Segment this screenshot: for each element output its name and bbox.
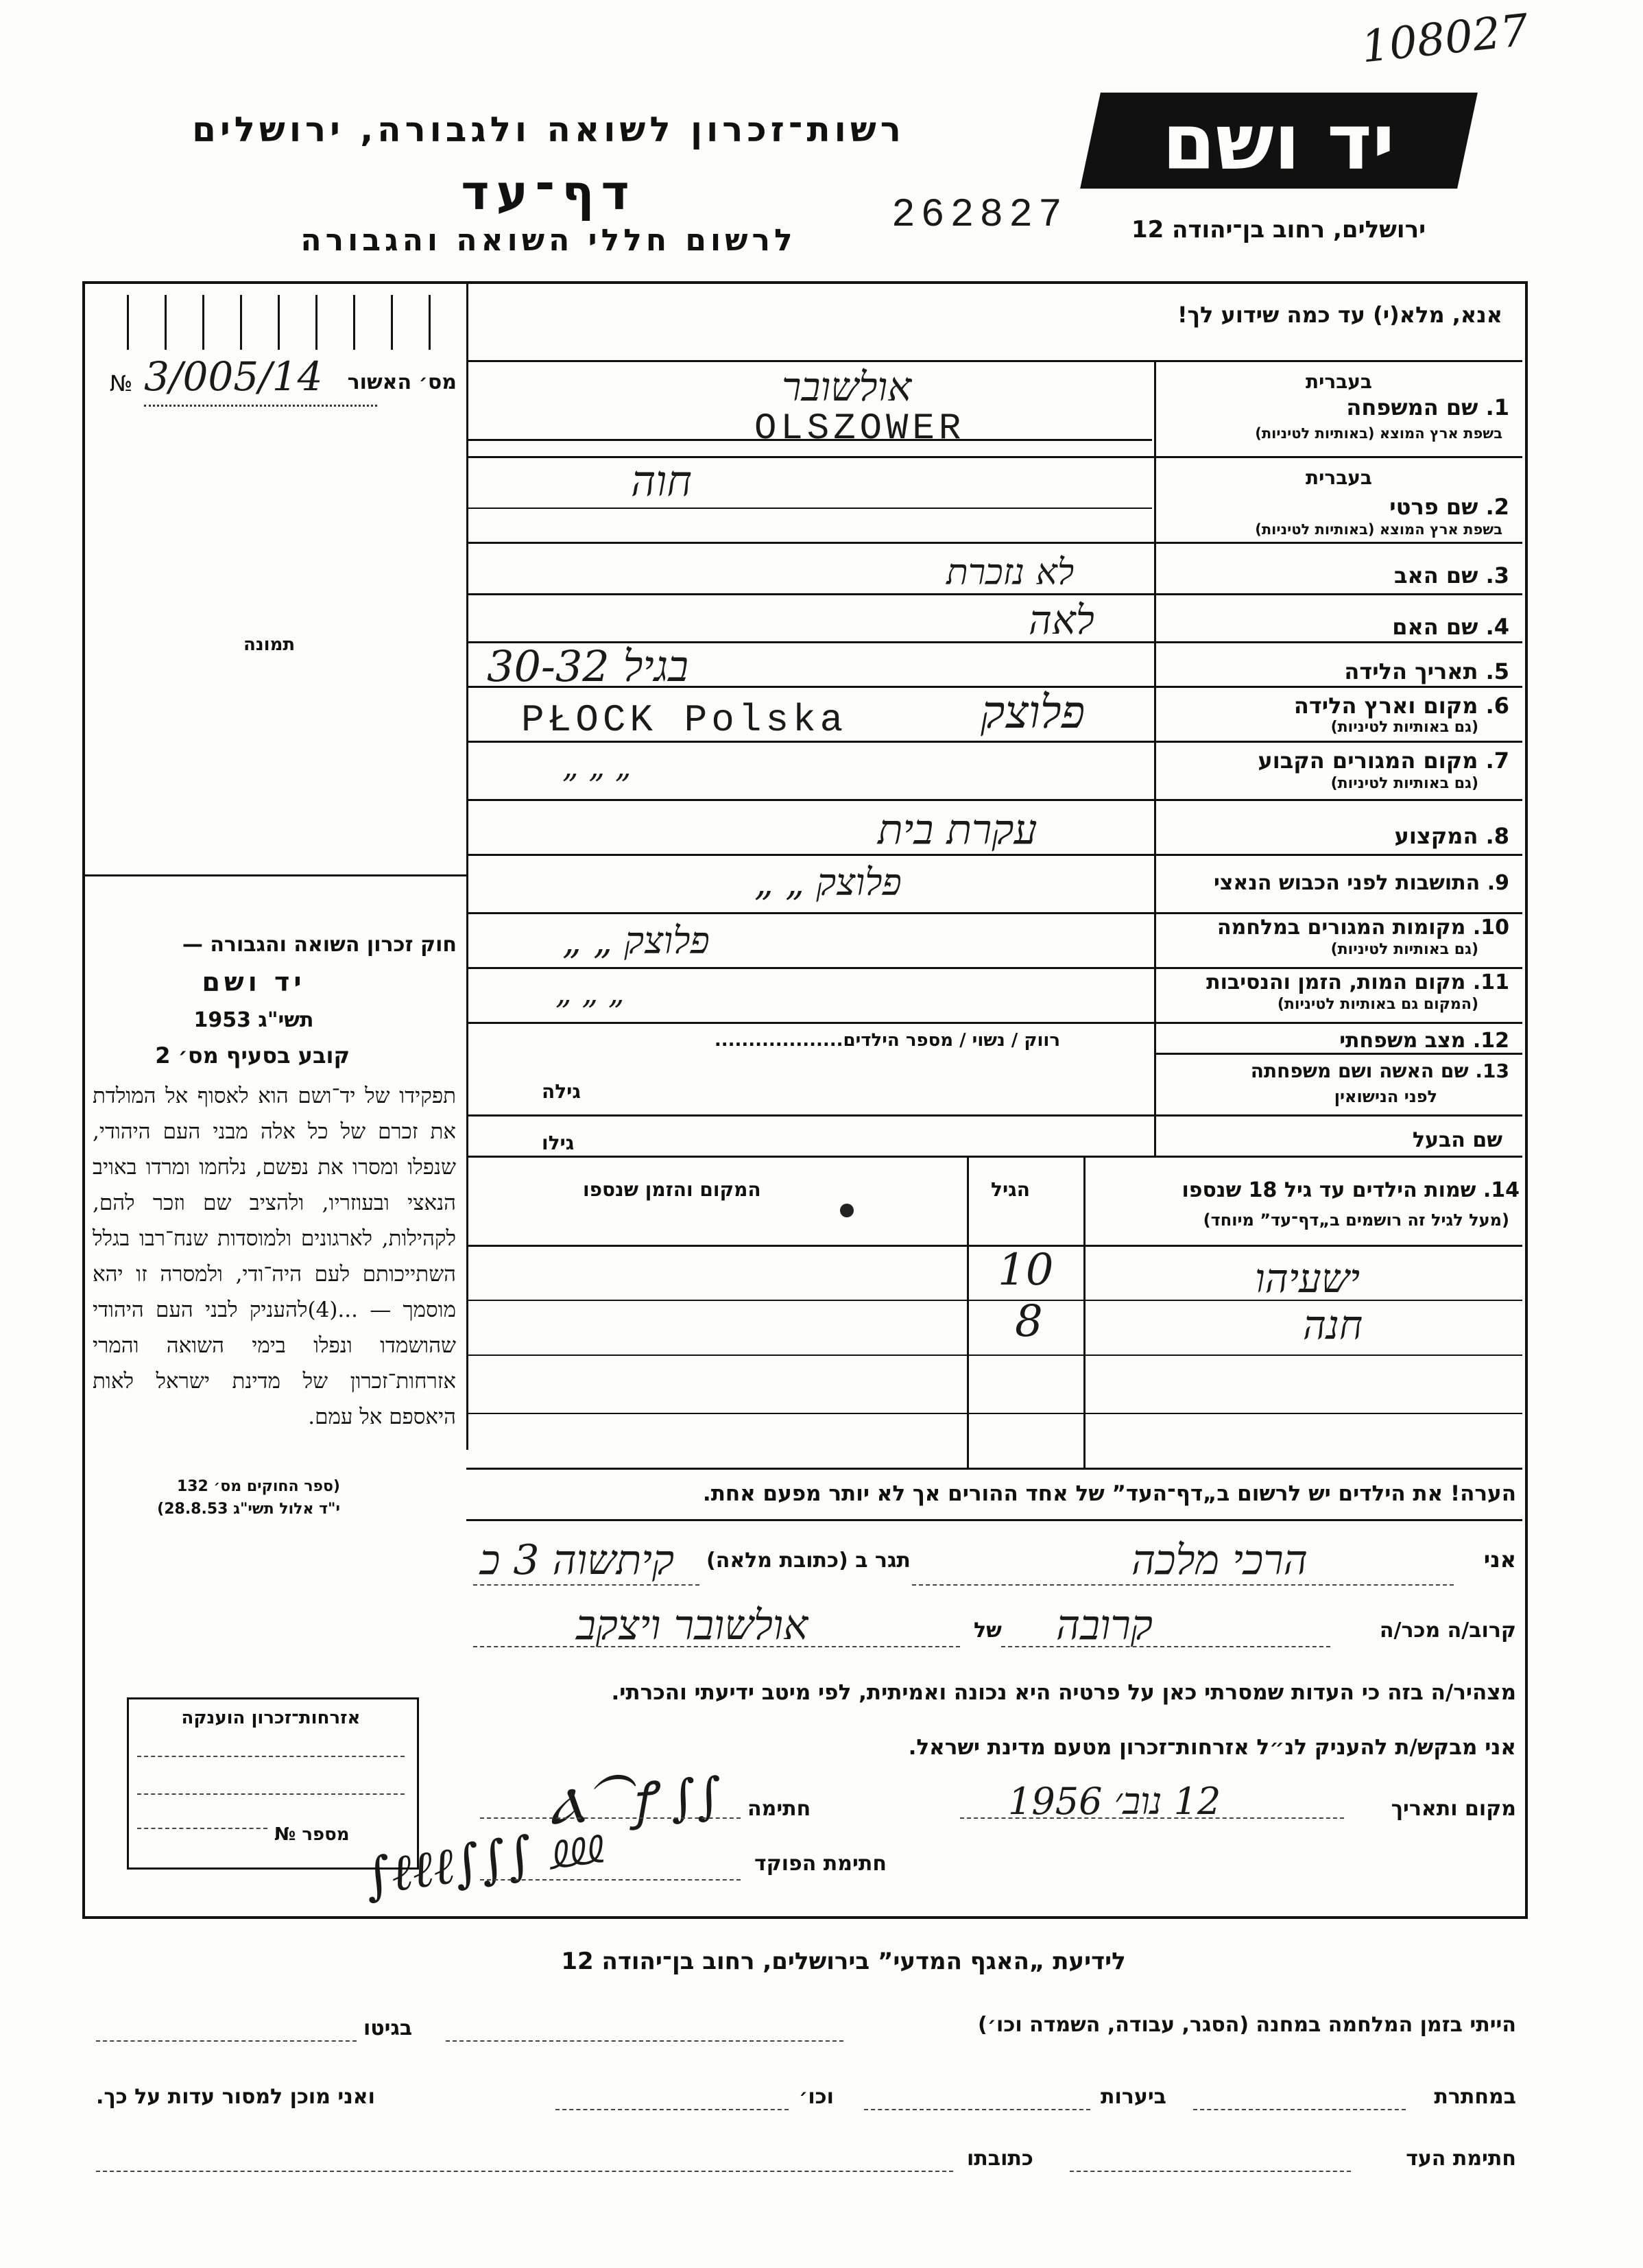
subtitle: לרשום חללי השואה והגבורה (300, 223, 797, 258)
field-13-label: 13. שם האשה ושם משפחתה (1250, 1060, 1509, 1082)
footer-underground-field (1193, 2109, 1406, 2110)
approval-label: מס׳ האשור (347, 370, 457, 394)
official-signature: ∫ℓℓℓ∫∫∫ ⅏ (361, 1815, 605, 1907)
law-year: תשי"ג 1953 (193, 1008, 314, 1032)
approval-prefix: № (110, 370, 133, 396)
yad-vashem-logo (1080, 93, 1478, 189)
birth-date[interactable]: בגיל 30-32 (487, 641, 689, 691)
child-1-name[interactable]: ישעיהו (1255, 1255, 1360, 1302)
footer-line-1-end: בגיטו (363, 2016, 413, 2040)
citizenship-number-label: מספר № (274, 1824, 350, 1845)
citizenship-line-1 (137, 1756, 405, 1757)
profession[interactable]: עקרת בית (878, 806, 1038, 854)
footer-line-1: הייתי בזמן המלחמה במחנה (הסגר, עבודה, השמדה וכו׳) (978, 2013, 1516, 2037)
photo-area-rule (85, 874, 466, 876)
children-header-rule (466, 1245, 1522, 1247)
relation-line (1001, 1646, 1330, 1647)
law-text: תפקידו של יד־ושם הוא לאסוף אל המולדת את זכרם של כל אלה מבני העם היהודי, שנפלו ומסרו את נפשם, נלחמו ומרדו באויב הנאצי ובעוזריו, ולהציב שם וזכר להם, לקהילות, לארגונים ולמוסדות שנח־רבו בגלל השתייכותם לעם היה־ודי, ולמסרה זו יהא מוסמך — ...(4)להעניק לבני העם היהודי שהושמדו ונפלו בימי השואה והמרי אזרחות־זכרון של מדינת ישראל לאות היאספם אל עמם. (93, 1084, 456, 1429)
wartime-residence[interactable]: „ „ פלוצק (562, 919, 710, 962)
relation-value[interactable]: קרובה (1056, 1601, 1153, 1649)
footer-etc: וכו׳ (799, 2085, 834, 2109)
children-header-sub: (מעל לגיל זה רושמים ב„דף־עד” מיוחד) (1203, 1210, 1509, 1230)
field-6-label: 6. מקום וארץ הלידה (1293, 693, 1509, 719)
form-instruction: אנא, מלא(י) עד כמה שידוע לך! (1177, 302, 1502, 328)
footer-forests: ביערות (1101, 2085, 1166, 2109)
children-note: הערה! את הילדים יש לרשום ב„דף־העד” של אחד ההורים אך לא יותר מפעם אחת. (702, 1481, 1516, 1506)
declarant-name[interactable]: הרכי מלכה (1131, 1536, 1308, 1584)
field-5-label: 5. תאריך הלידה (1344, 658, 1509, 684)
logo-text: יד ושם (1162, 98, 1395, 187)
request-text: אני מבקש/ת להעניק לנ״ל אזרחות־זכרון מטעם מדינת ישראל. (908, 1735, 1516, 1760)
declarant-name-line (912, 1584, 1454, 1586)
document-number: 108027 (1358, 5, 1531, 73)
place-date-label: מקום ותאריך (1391, 1797, 1516, 1821)
approval-value[interactable]: 3/005/14 (144, 353, 323, 400)
field-1-hebrew-tag: בעברית (1305, 370, 1372, 393)
place-date-line (960, 1817, 1344, 1819)
children-col-age: הגיל (991, 1178, 1030, 1201)
first-name-hebrew[interactable]: חוה (631, 456, 692, 506)
children-col-place: המקום והזמן שנספו (583, 1178, 761, 1201)
children-row-rule-3 (466, 1413, 1522, 1414)
stamp-circle-icon (840, 1204, 854, 1217)
declarant-address-line (473, 1584, 699, 1586)
signature-label: חתימה (747, 1797, 811, 1821)
citizenship-title: אזרחות־זכרון הוענקה (181, 1708, 361, 1728)
field-3-label: 3. שם האב (1393, 562, 1509, 588)
logo-address: ירושלים, רחוב בן־יהודה 12 (1131, 216, 1426, 243)
footer-line-1-ghetto-field (96, 2040, 357, 2042)
field-1-label: 1. שם המשפחה (1346, 394, 1509, 420)
field-4-label: 4. שם האם (1392, 614, 1509, 640)
law-title: חוק זכרון השואה והגבורה — (182, 933, 457, 957)
citizenship-line-3 (137, 1828, 267, 1829)
footer-witness-signature: חתימת העד (1406, 2147, 1516, 2171)
field-11-label: 11. מקום המות, הזמן והנסיבות (1206, 970, 1509, 994)
left-column-divider (466, 284, 468, 1450)
footer-address: כתובתו (967, 2147, 1033, 2171)
declarant-ani: אני (1483, 1547, 1516, 1573)
husband-age-label: גילו (542, 1132, 575, 1154)
birth-place-hebrew[interactable]: פלוצק (981, 686, 1086, 739)
field-2-label: 2. שם פרטי (1389, 494, 1509, 520)
field-10-sub: (גם באותיות לטיניות) (1330, 941, 1478, 958)
footer-witness-signature-field (1070, 2171, 1351, 2172)
field-2-hebrew-tag: בעברית (1305, 466, 1372, 489)
instruction-rule (466, 360, 1522, 362)
of-value[interactable]: אולשובר ויצקב (576, 1601, 808, 1649)
children-table-bottom (466, 1468, 1522, 1470)
field-7-label: 7. מקום המגורים הקבוע (1258, 748, 1509, 774)
footer-line-1-field (446, 2040, 843, 2042)
death-place-time[interactable]: „ „ „ (555, 974, 625, 1011)
field-2-inner-rule (466, 508, 1152, 509)
husband-name-label: שם הבעל (1412, 1128, 1502, 1152)
children-col-divider-2 (1083, 1156, 1086, 1468)
field-11-sub: (המקום גם באותיות לטיניות) (1277, 996, 1478, 1013)
child-2-name[interactable]: חנה (1303, 1302, 1363, 1348)
of-label: של (974, 1619, 1002, 1643)
field-6-sub: (גם באותיות לטיניות) (1330, 719, 1478, 736)
child-2-age[interactable]: 8 (1015, 1296, 1043, 1347)
field-8-label: 8. המקצוע (1394, 823, 1509, 849)
label-column-divider (1154, 360, 1156, 1156)
law-clause: קובע בסעיף מס׳ 2 (155, 1042, 350, 1069)
family-name-latin[interactable]: OLSZOWER (754, 408, 966, 450)
law-reference-2: י"ד אלול תשי"ג 28.8.53) (157, 1501, 340, 1518)
authority-title: רשות־זכרון לשואה ולגבורה, ירושלים (192, 110, 905, 150)
footer-address-field (96, 2171, 953, 2172)
birth-place-latin[interactable]: PŁOCK Polska (521, 698, 848, 742)
official-signature-line (480, 1879, 741, 1881)
of-line (473, 1646, 960, 1647)
children-row-rule-2 (466, 1354, 1522, 1356)
footer-title: לידיעת „האגף המדעי” בירושלים, רחוב בן־יהודה 12 (561, 1948, 1126, 1975)
law-name: יד ושם (202, 967, 306, 997)
children-row-rule-1 (466, 1300, 1522, 1301)
law-reference-1: (ספר החוקים מס׳ 132 (176, 1478, 340, 1495)
wife-age-label: גילה (542, 1080, 581, 1103)
address-label: תגר ב (כתובת מלאה) (706, 1549, 911, 1573)
father-name[interactable]: לא נזכרת (946, 552, 1075, 593)
children-col-divider-1 (967, 1156, 969, 1468)
child-1-age[interactable]: 10 (998, 1245, 1054, 1296)
field-1-sub: בשפת ארץ המוצא (באותיות לטיניות) (1255, 425, 1502, 442)
field-9-label: 9. התושבות לפני הכבוש הנאצי (1213, 871, 1509, 895)
field-2-sub: בשפת ארץ המוצא (באותיות לטיניות) (1255, 521, 1502, 538)
citizenship-line-2 (137, 1793, 405, 1795)
permanent-residence[interactable]: „ „ „ (562, 748, 632, 785)
footer-forests-field (864, 2109, 1090, 2110)
approval-dotted-line (144, 405, 377, 407)
note-rule (466, 1519, 1522, 1521)
footer-underground: במחתרת (1434, 2085, 1516, 2109)
field-7-sub: (גם באותיות לטיניות) (1330, 775, 1478, 792)
page-title: דף־עד (461, 165, 636, 221)
declarant-signature: Ⲁ⁀ꝭ ∫∫ (547, 1766, 724, 1836)
serial-number: 262827 (891, 193, 1068, 238)
field-13-sub: לפני הנישואין (1334, 1087, 1437, 1106)
children-header-main: 14. שמות הילדים עד גיל 18 שנספו (1182, 1178, 1520, 1202)
footer-etc-field (555, 2109, 789, 2110)
field-12-label: 12. מצב משפחתי (1339, 1029, 1509, 1053)
photo-label: תמונה (243, 634, 296, 655)
family-name-hebrew[interactable]: אולשובר (782, 363, 912, 410)
mother-name[interactable]: לאה (1029, 597, 1094, 643)
declarant-address[interactable]: קיתשוה 3 כ (480, 1536, 675, 1584)
residence-before-occupation[interactable]: „ „ פלוצק (754, 861, 902, 904)
footer-willing: ואני מוכן למסור עדות על כך. (96, 2085, 375, 2109)
relation-label: קרוב/ה מכר/ה (1379, 1619, 1516, 1643)
declaration-text: מצהיר/ה בזה כי העדות שמסרתי כאן על פרטיה היא נכונה ואמיתית, לפי מיטב ידיעתי והכרתי. (611, 1680, 1516, 1705)
field-10-label: 10. מקומות המגורים במלחמה (1217, 916, 1509, 940)
marital-status[interactable]: רווק / נשוי / מספר הילדים................... (714, 1030, 1060, 1051)
official-signature-label: חתימת הפוקד (754, 1852, 887, 1876)
place-date-value[interactable]: 12 נוב׳ 1956 (1008, 1780, 1221, 1823)
